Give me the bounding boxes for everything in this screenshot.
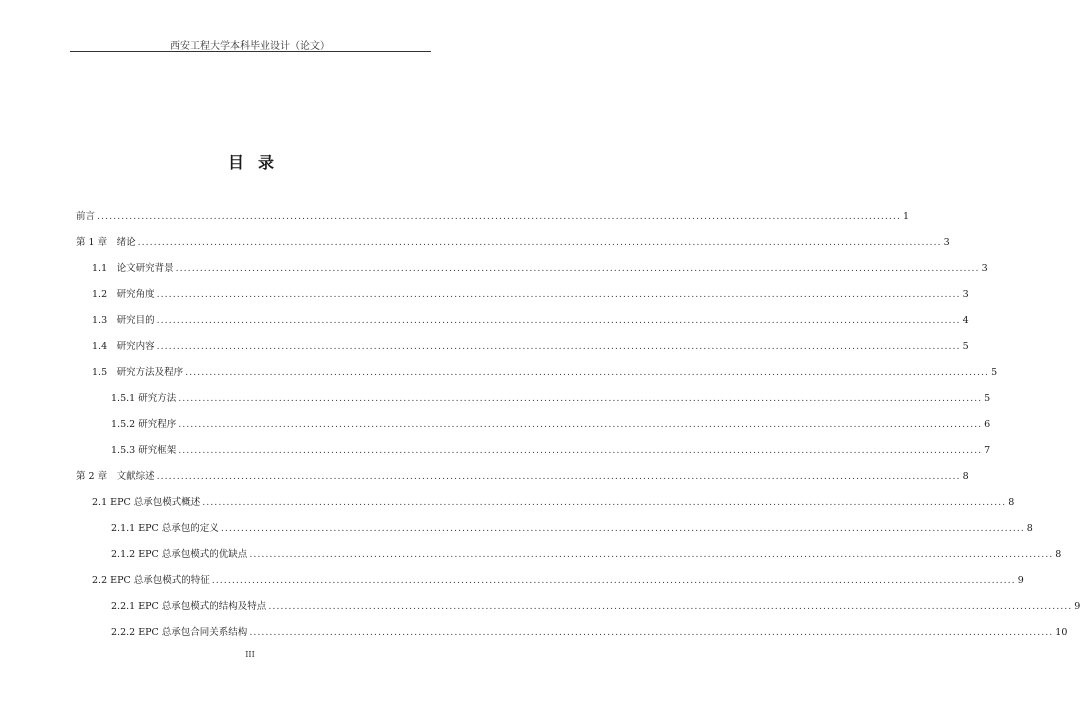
toc-entry-label: 1.5 研究方法及程序 [92,367,184,378]
toc-entry[interactable] [111,444,991,458]
toc-entry[interactable] [92,366,998,380]
toc-entry-page: 10 [1055,627,1068,638]
toc-entry[interactable] [92,288,969,302]
toc-dot-leader: ........................................................................................................................................................................................................ [178,393,983,404]
toc-entry-label: 2.1.1 EPC 总承包的定义 [111,523,219,534]
toc-title: 目录 [227,153,288,172]
toc-entry-page: 3 [943,237,950,248]
toc-entry-page: 4 [962,315,969,326]
toc-entry-page: 8 [962,471,969,482]
toc-entry[interactable] [76,210,910,224]
toc-entry[interactable] [76,470,969,484]
toc-dot-leader: ........................................................................................................................................................................................................ [178,445,983,456]
toc-dot-leader: ........................................................................................................................................................................................................ [156,289,961,300]
toc-dot-leader: ........................................................................................................................................................................................................ [178,419,983,430]
toc-entry[interactable] [92,262,988,276]
toc-entry[interactable] [111,522,1033,536]
toc-entry-label: 第 1 章 绪论 [76,237,136,248]
toc-entry-page: 9 [1074,601,1080,612]
toc-dot-leader: ........................................................................................................................................................................................................ [249,549,1054,560]
toc-dot-leader: ........................................................................................................................................................................................................ [156,341,961,352]
toc-dot-leader: ........................................................................................................................................................................................................ [211,575,1016,586]
toc-dot-leader: ........................................................................................................................................................................................................ [97,211,901,222]
toc-entry-page: 8 [1026,523,1033,534]
toc-entry-page: 3 [962,289,969,300]
toc-dot-leader: ........................................................................................................................................................................................................ [137,237,942,248]
toc-entry-page: 7 [984,445,991,456]
toc-entry-page: 8 [1008,497,1015,508]
toc-entry-label: 1.5.3 研究框架 [111,445,177,456]
toc-dot-leader: ........................................................................................................................................................................................................ [268,601,1073,612]
toc-entry[interactable] [92,340,969,354]
toc-entry[interactable] [92,496,1015,510]
toc-entry-page: 1 [902,211,910,222]
toc-entry-label: 1.4 研究内容 [92,341,155,352]
toc-dot-leader: ........................................................................................................................................................................................................ [220,523,1025,534]
toc-entry-label: 1.2 研究角度 [92,289,155,300]
toc-entry[interactable] [111,418,991,432]
toc-entry-page: 6 [984,419,991,430]
header-rule [70,51,431,52]
toc-entry[interactable] [92,574,1024,588]
toc-entry[interactable] [111,392,991,406]
running-header: 西安工程大学本科毕业设计（论文） [170,41,330,52]
toc-entry-page: 9 [1017,575,1024,586]
toc-entry[interactable] [111,626,1068,640]
toc-entry[interactable] [92,314,969,328]
toc-entry-label: 2.2 EPC 总承包模式的特征 [92,575,210,586]
toc-entry-page: 5 [984,393,991,404]
toc-entry-label: 1.5.1 研究方法 [111,393,177,404]
toc-entry-label: 1.1 论文研究背景 [92,263,174,274]
toc-dot-leader: ........................................................................................................................................................................................................ [175,263,980,274]
toc-entry-label: 2.2.1 EPC 总承包模式的结构及特点 [111,601,267,612]
toc-entry[interactable] [111,600,1080,614]
toc-entry-page: 3 [981,263,988,274]
toc-entry-label: 2.1 EPC 总承包模式概述 [92,497,201,508]
toc-entry-label: 2.1.2 EPC 总承包模式的优缺点 [111,549,248,560]
toc-dot-leader: ........................................................................................................................................................................................................ [156,315,961,326]
toc-dot-leader: ........................................................................................................................................................................................................ [249,627,1054,638]
toc-entry-label: 1.5.2 研究程序 [111,419,177,430]
toc-dot-leader: ........................................................................................................................................................................................................ [185,367,990,378]
toc-entry[interactable] [76,236,950,250]
toc-entry-label: 第 2 章 文献综述 [76,471,155,482]
toc-entry-page: 8 [1055,549,1062,560]
toc-entry[interactable] [111,548,1062,562]
toc-dot-leader: ........................................................................................................................................................................................................ [156,471,961,482]
toc-entry-page: 5 [962,341,969,352]
toc-entry-label: 2.2.2 EPC 总承包合同关系结构 [111,627,248,638]
toc-entry-label: 前言 [76,211,96,222]
page-number: III [245,650,255,659]
toc-dot-leader: ........................................................................................................................................................................................................ [202,497,1007,508]
toc-entry-page: 5 [991,367,998,378]
toc-entry-label: 1.3 研究目的 [92,315,155,326]
